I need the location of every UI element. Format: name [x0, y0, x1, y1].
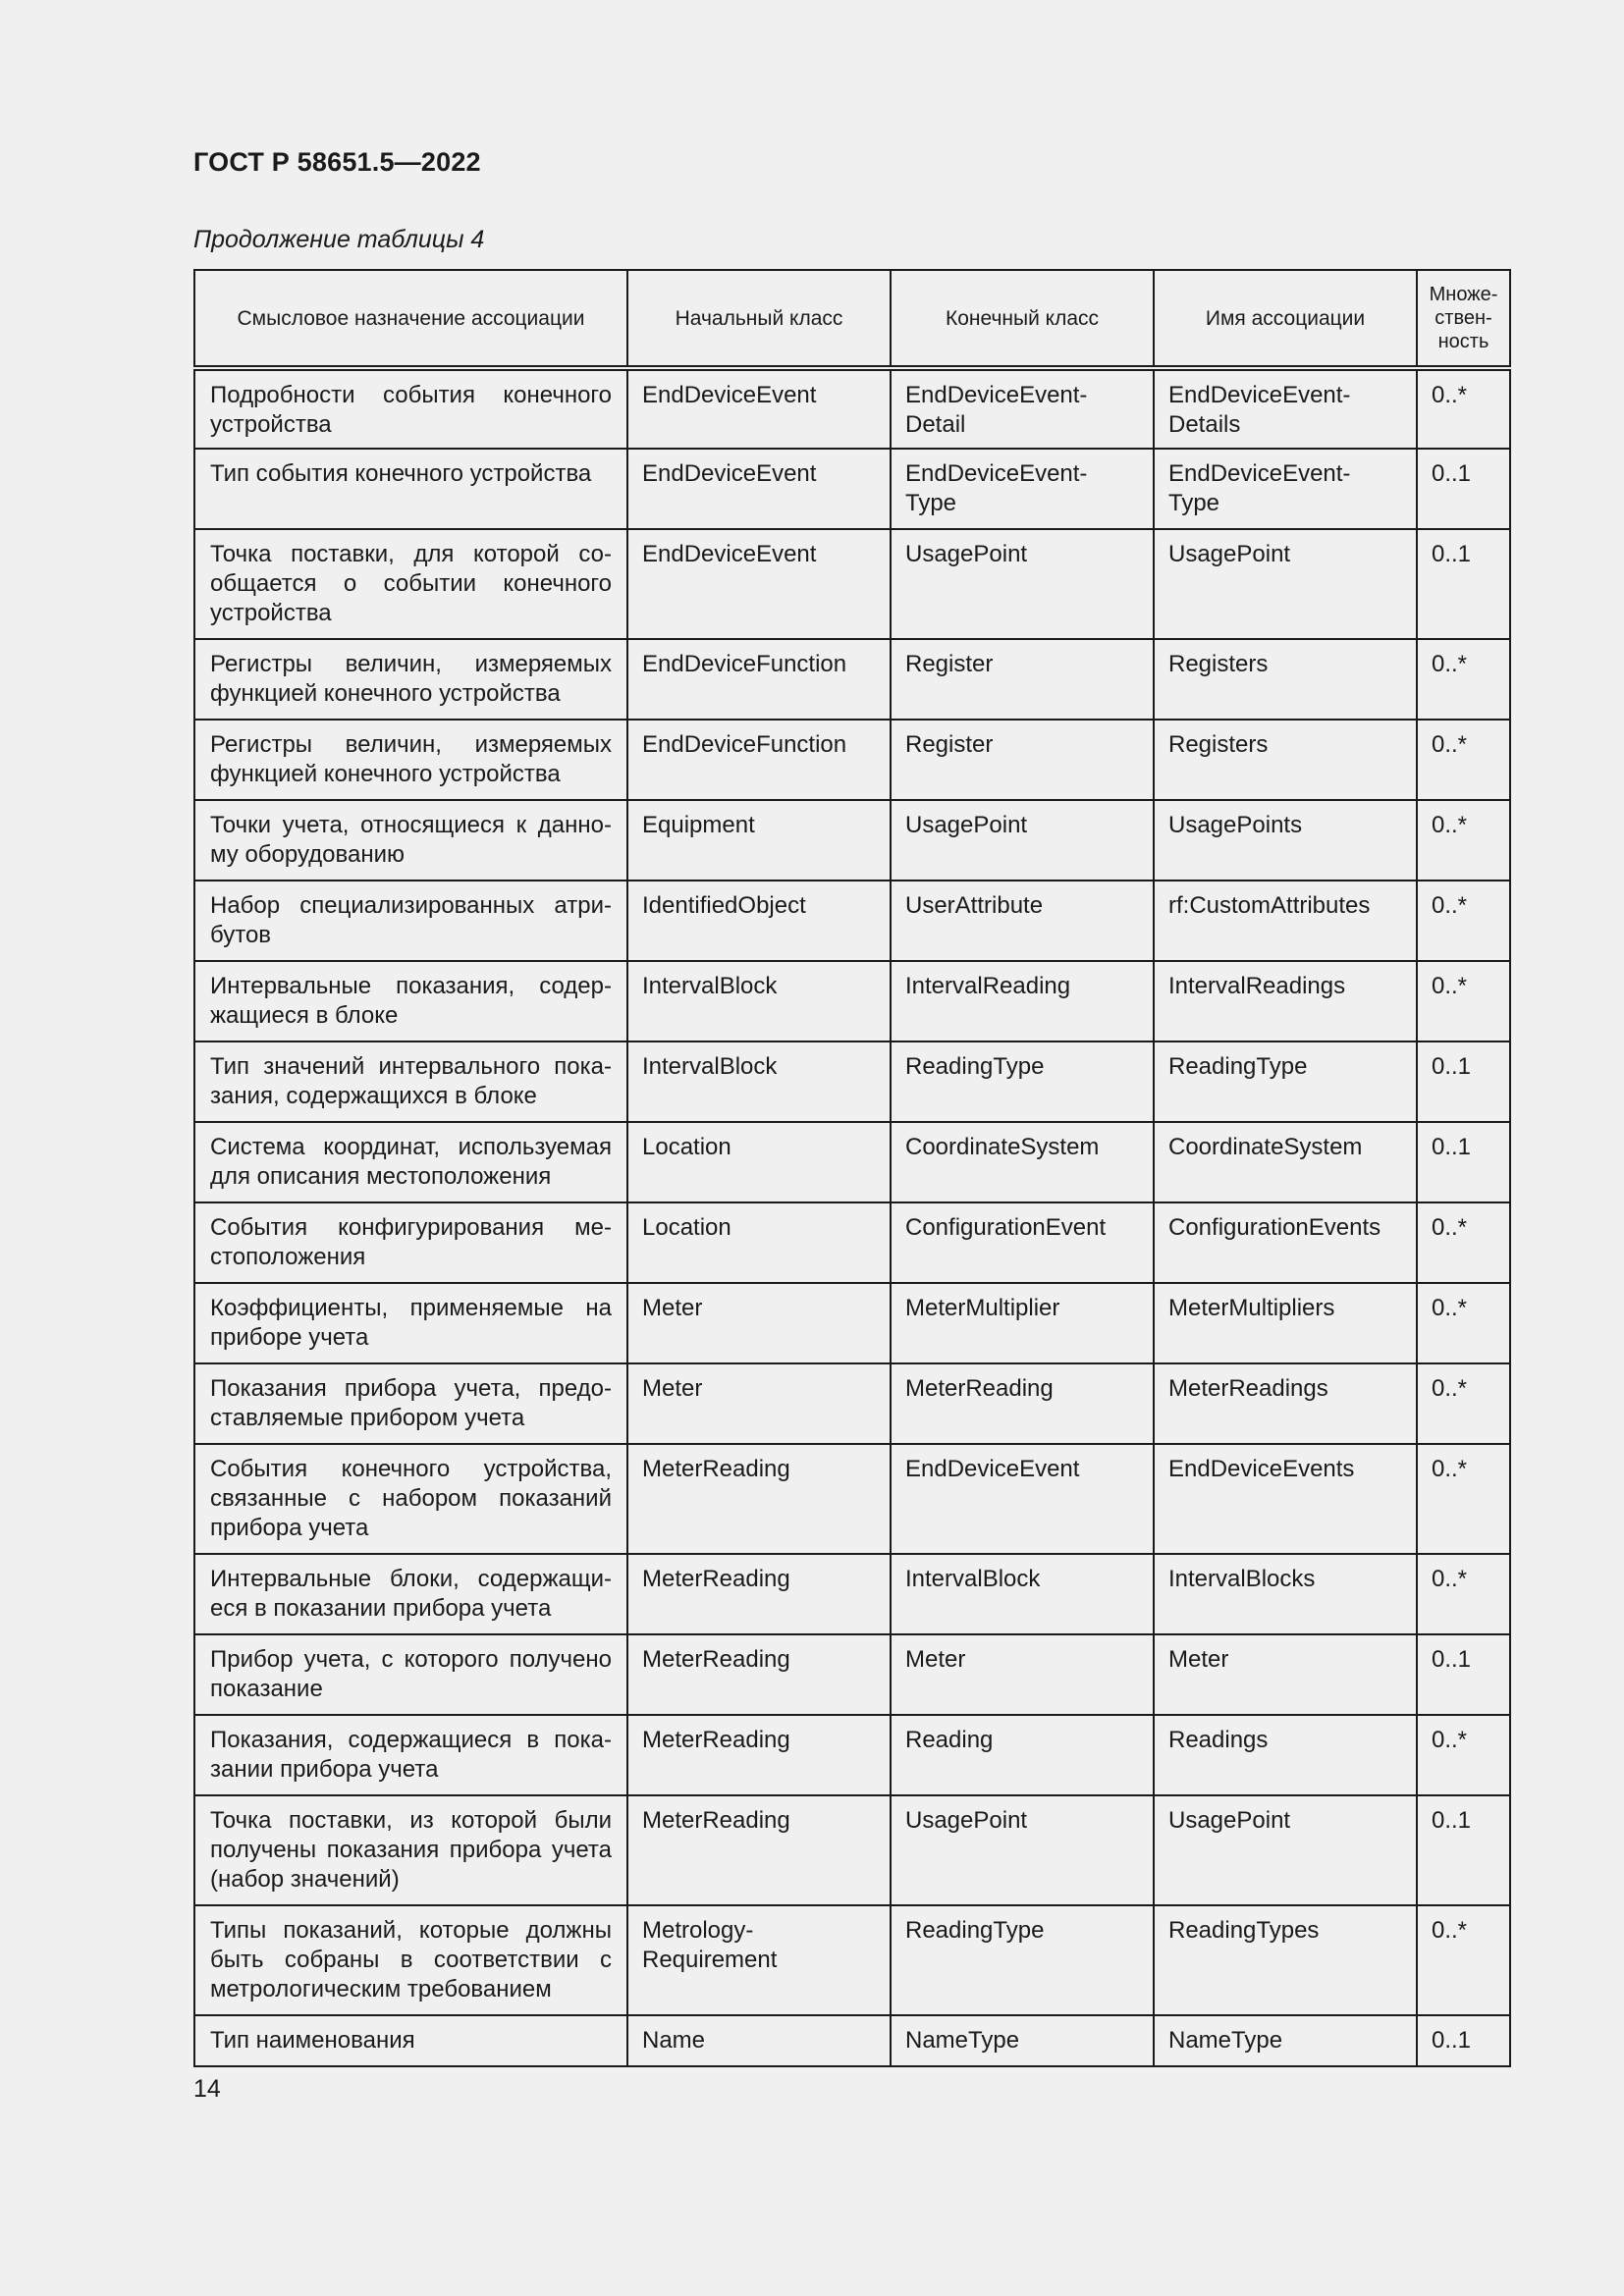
table-caption: Продолжение таблицы 4	[193, 226, 485, 253]
table-row	[194, 720, 1510, 800]
cell-source-class: IdentifiedObject	[627, 881, 891, 961]
cell-association-purpose: Тип наименования	[194, 2015, 627, 2066]
table-row	[194, 1283, 1510, 1363]
header-source-class: Начальный класс	[627, 270, 891, 368]
cell-association-purpose: Набор специализированных атрибутов	[194, 881, 627, 961]
cell-association-name: NameType	[1154, 2015, 1417, 2066]
cell-association-purpose: Прибор учета, с которого получено показание	[194, 1634, 627, 1715]
association-table-container	[193, 269, 1509, 2067]
cell-multiplicity: 0..*	[1417, 1283, 1510, 1363]
cell-association-purpose: Подробности события конечного устройства	[194, 368, 627, 449]
cell-multiplicity: 0..*	[1417, 800, 1510, 881]
cell-association-name: IntervalBlocks	[1154, 1554, 1417, 1634]
table-row	[194, 449, 1510, 529]
cell-association-purpose: Тип значений интервального показания, содержащихся в блоке	[194, 1041, 627, 1122]
table-row	[194, 1634, 1510, 1715]
table-row	[194, 800, 1510, 881]
cell-multiplicity: 0..*	[1417, 1715, 1510, 1795]
cell-association-name: CoordinateSystem	[1154, 1122, 1417, 1202]
cell-target-class: Register	[891, 639, 1154, 720]
cell-multiplicity: 0..1	[1417, 1041, 1510, 1122]
table-body	[194, 368, 1510, 2066]
cell-multiplicity: 0..1	[1417, 1634, 1510, 1715]
cell-association-purpose: События конечного устройства, связанные с набором показаний прибора учета	[194, 1444, 627, 1554]
cell-multiplicity: 0..*	[1417, 720, 1510, 800]
cell-multiplicity: 0..*	[1417, 1202, 1510, 1283]
cell-multiplicity: 0..1	[1417, 1122, 1510, 1202]
table-row	[194, 368, 1510, 449]
cell-association-name: Meter	[1154, 1634, 1417, 1715]
cell-source-class: MeterReading	[627, 1715, 891, 1795]
cell-source-class: EndDeviceEvent	[627, 449, 891, 529]
cell-association-purpose: Интервальные блоки, содержащиеся в показании прибора учета	[194, 1554, 627, 1634]
cell-source-class: EndDeviceEvent	[627, 368, 891, 449]
cell-association-purpose: События конфигурирования местоположения	[194, 1202, 627, 1283]
table-row	[194, 2015, 1510, 2066]
table-row	[194, 1363, 1510, 1444]
cell-target-class: IntervalReading	[891, 961, 1154, 1041]
cell-target-class: ConfigurationEvent	[891, 1202, 1154, 1283]
cell-association-name: EndDeviceEvents	[1154, 1444, 1417, 1554]
cell-target-class: UserAttribute	[891, 881, 1154, 961]
cell-source-class: Location	[627, 1122, 891, 1202]
cell-source-class: IntervalBlock	[627, 1041, 891, 1122]
cell-association-name: ReadingTypes	[1154, 1905, 1417, 2015]
cell-multiplicity: 0..*	[1417, 961, 1510, 1041]
cell-source-class: Name	[627, 2015, 891, 2066]
table-row	[194, 1444, 1510, 1554]
document-header: ГОСТ Р 58651.5—2022	[193, 147, 481, 177]
cell-source-class: EndDeviceFunction	[627, 639, 891, 720]
table-header	[194, 270, 1510, 368]
cell-association-name: UsagePoint	[1154, 1795, 1417, 1905]
cell-association-name: rf:CustomAttributes	[1154, 881, 1417, 961]
cell-target-class: NameType	[891, 2015, 1154, 2066]
cell-multiplicity: 0..1	[1417, 449, 1510, 529]
cell-multiplicity: 0..*	[1417, 1444, 1510, 1554]
cell-source-class: MeterReading	[627, 1554, 891, 1634]
cell-target-class: ReadingType	[891, 1041, 1154, 1122]
cell-target-class: Register	[891, 720, 1154, 800]
cell-association-purpose: Типы показаний, которые должны быть собраны в соответствии с метрологическим требованием	[194, 1905, 627, 2015]
table-row	[194, 1554, 1510, 1634]
page-number: 14	[193, 2075, 221, 2103]
cell-target-class: UsagePoint	[891, 800, 1154, 881]
cell-association-purpose: Точки учета, относящиеся к данному оборудованию	[194, 800, 627, 881]
table-row	[194, 1202, 1510, 1283]
cell-association-name: ConfigurationEvents	[1154, 1202, 1417, 1283]
cell-target-class: EndDeviceEvent	[891, 1444, 1154, 1554]
cell-association-name: UsagePoint	[1154, 529, 1417, 639]
cell-multiplicity: 0..1	[1417, 529, 1510, 639]
cell-multiplicity: 0..*	[1417, 1905, 1510, 2015]
cell-target-class: Meter	[891, 1634, 1154, 1715]
cell-source-class: Metrology- Requirement	[627, 1905, 891, 2015]
cell-association-purpose: Система координат, используемая для описания местоположения	[194, 1122, 627, 1202]
header-association-name: Имя ассоциации	[1154, 270, 1417, 368]
table-row	[194, 1715, 1510, 1795]
cell-source-class: Location	[627, 1202, 891, 1283]
cell-target-class: UsagePoint	[891, 529, 1154, 639]
table-row	[194, 1122, 1510, 1202]
cell-multiplicity: 0..*	[1417, 1363, 1510, 1444]
cell-association-purpose: Точка поставки, для которой сообщается о событии конечного устройства	[194, 529, 627, 639]
cell-association-name: MeterReadings	[1154, 1363, 1417, 1444]
cell-source-class: IntervalBlock	[627, 961, 891, 1041]
table-row	[194, 961, 1510, 1041]
table-row	[194, 639, 1510, 720]
header-row	[194, 270, 1510, 368]
cell-source-class: Equipment	[627, 800, 891, 881]
cell-association-purpose: Показания, содержащиеся в показании прибора учета	[194, 1715, 627, 1795]
cell-association-purpose: Точка поставки, из которой были получены показания прибора учета (набор значений)	[194, 1795, 627, 1905]
table-row	[194, 529, 1510, 639]
association-table	[193, 269, 1511, 2067]
table-row	[194, 881, 1510, 961]
cell-target-class: EndDeviceEvent- Type	[891, 449, 1154, 529]
cell-multiplicity: 0..*	[1417, 1554, 1510, 1634]
cell-multiplicity: 0..1	[1417, 2015, 1510, 2066]
cell-association-name: MeterMultipliers	[1154, 1283, 1417, 1363]
table-row	[194, 1905, 1510, 2015]
cell-association-purpose: Регистры величин, измеряемых функцией конечного устройства	[194, 639, 627, 720]
cell-association-purpose: Тип события конечного устройства	[194, 449, 627, 529]
header-target-class: Конечный класс	[891, 270, 1154, 368]
cell-association-name: UsagePoints	[1154, 800, 1417, 881]
table-row	[194, 1795, 1510, 1905]
header-association-purpose: Смысловое назначение ассоциации	[194, 270, 627, 368]
cell-association-name: Registers	[1154, 639, 1417, 720]
cell-association-name: IntervalReadings	[1154, 961, 1417, 1041]
cell-source-class: Meter	[627, 1283, 891, 1363]
cell-source-class: EndDeviceFunction	[627, 720, 891, 800]
cell-multiplicity: 0..*	[1417, 368, 1510, 449]
cell-association-purpose: Показания прибора учета, предоставляемые прибором учета	[194, 1363, 627, 1444]
cell-association-name: Readings	[1154, 1715, 1417, 1795]
cell-multiplicity: 0..*	[1417, 881, 1510, 961]
cell-association-name: EndDeviceEvent- Type	[1154, 449, 1417, 529]
cell-target-class: IntervalBlock	[891, 1554, 1154, 1634]
cell-target-class: ReadingType	[891, 1905, 1154, 2015]
cell-association-purpose: Регистры величин, измеряемых функцией конечного устройства	[194, 720, 627, 800]
cell-association-purpose: Коэффициенты, применяемые на приборе учета	[194, 1283, 627, 1363]
cell-association-purpose: Интервальные показания, содержащиеся в блоке	[194, 961, 627, 1041]
cell-target-class: MeterMultiplier	[891, 1283, 1154, 1363]
cell-multiplicity: 0..*	[1417, 639, 1510, 720]
cell-source-class: EndDeviceEvent	[627, 529, 891, 639]
cell-source-class: MeterReading	[627, 1795, 891, 1905]
cell-target-class: Reading	[891, 1715, 1154, 1795]
cell-source-class: Meter	[627, 1363, 891, 1444]
header-multiplicity: Множе- ствен- ность	[1417, 270, 1510, 368]
cell-association-name: ReadingType	[1154, 1041, 1417, 1122]
cell-target-class: EndDeviceEvent- Detail	[891, 368, 1154, 449]
cell-source-class: MeterReading	[627, 1444, 891, 1554]
cell-multiplicity: 0..1	[1417, 1795, 1510, 1905]
cell-target-class: MeterReading	[891, 1363, 1154, 1444]
cell-target-class: CoordinateSystem	[891, 1122, 1154, 1202]
cell-association-name: EndDeviceEvent- Details	[1154, 368, 1417, 449]
cell-source-class: MeterReading	[627, 1634, 891, 1715]
cell-association-name: Registers	[1154, 720, 1417, 800]
table-row	[194, 1041, 1510, 1122]
cell-target-class: UsagePoint	[891, 1795, 1154, 1905]
